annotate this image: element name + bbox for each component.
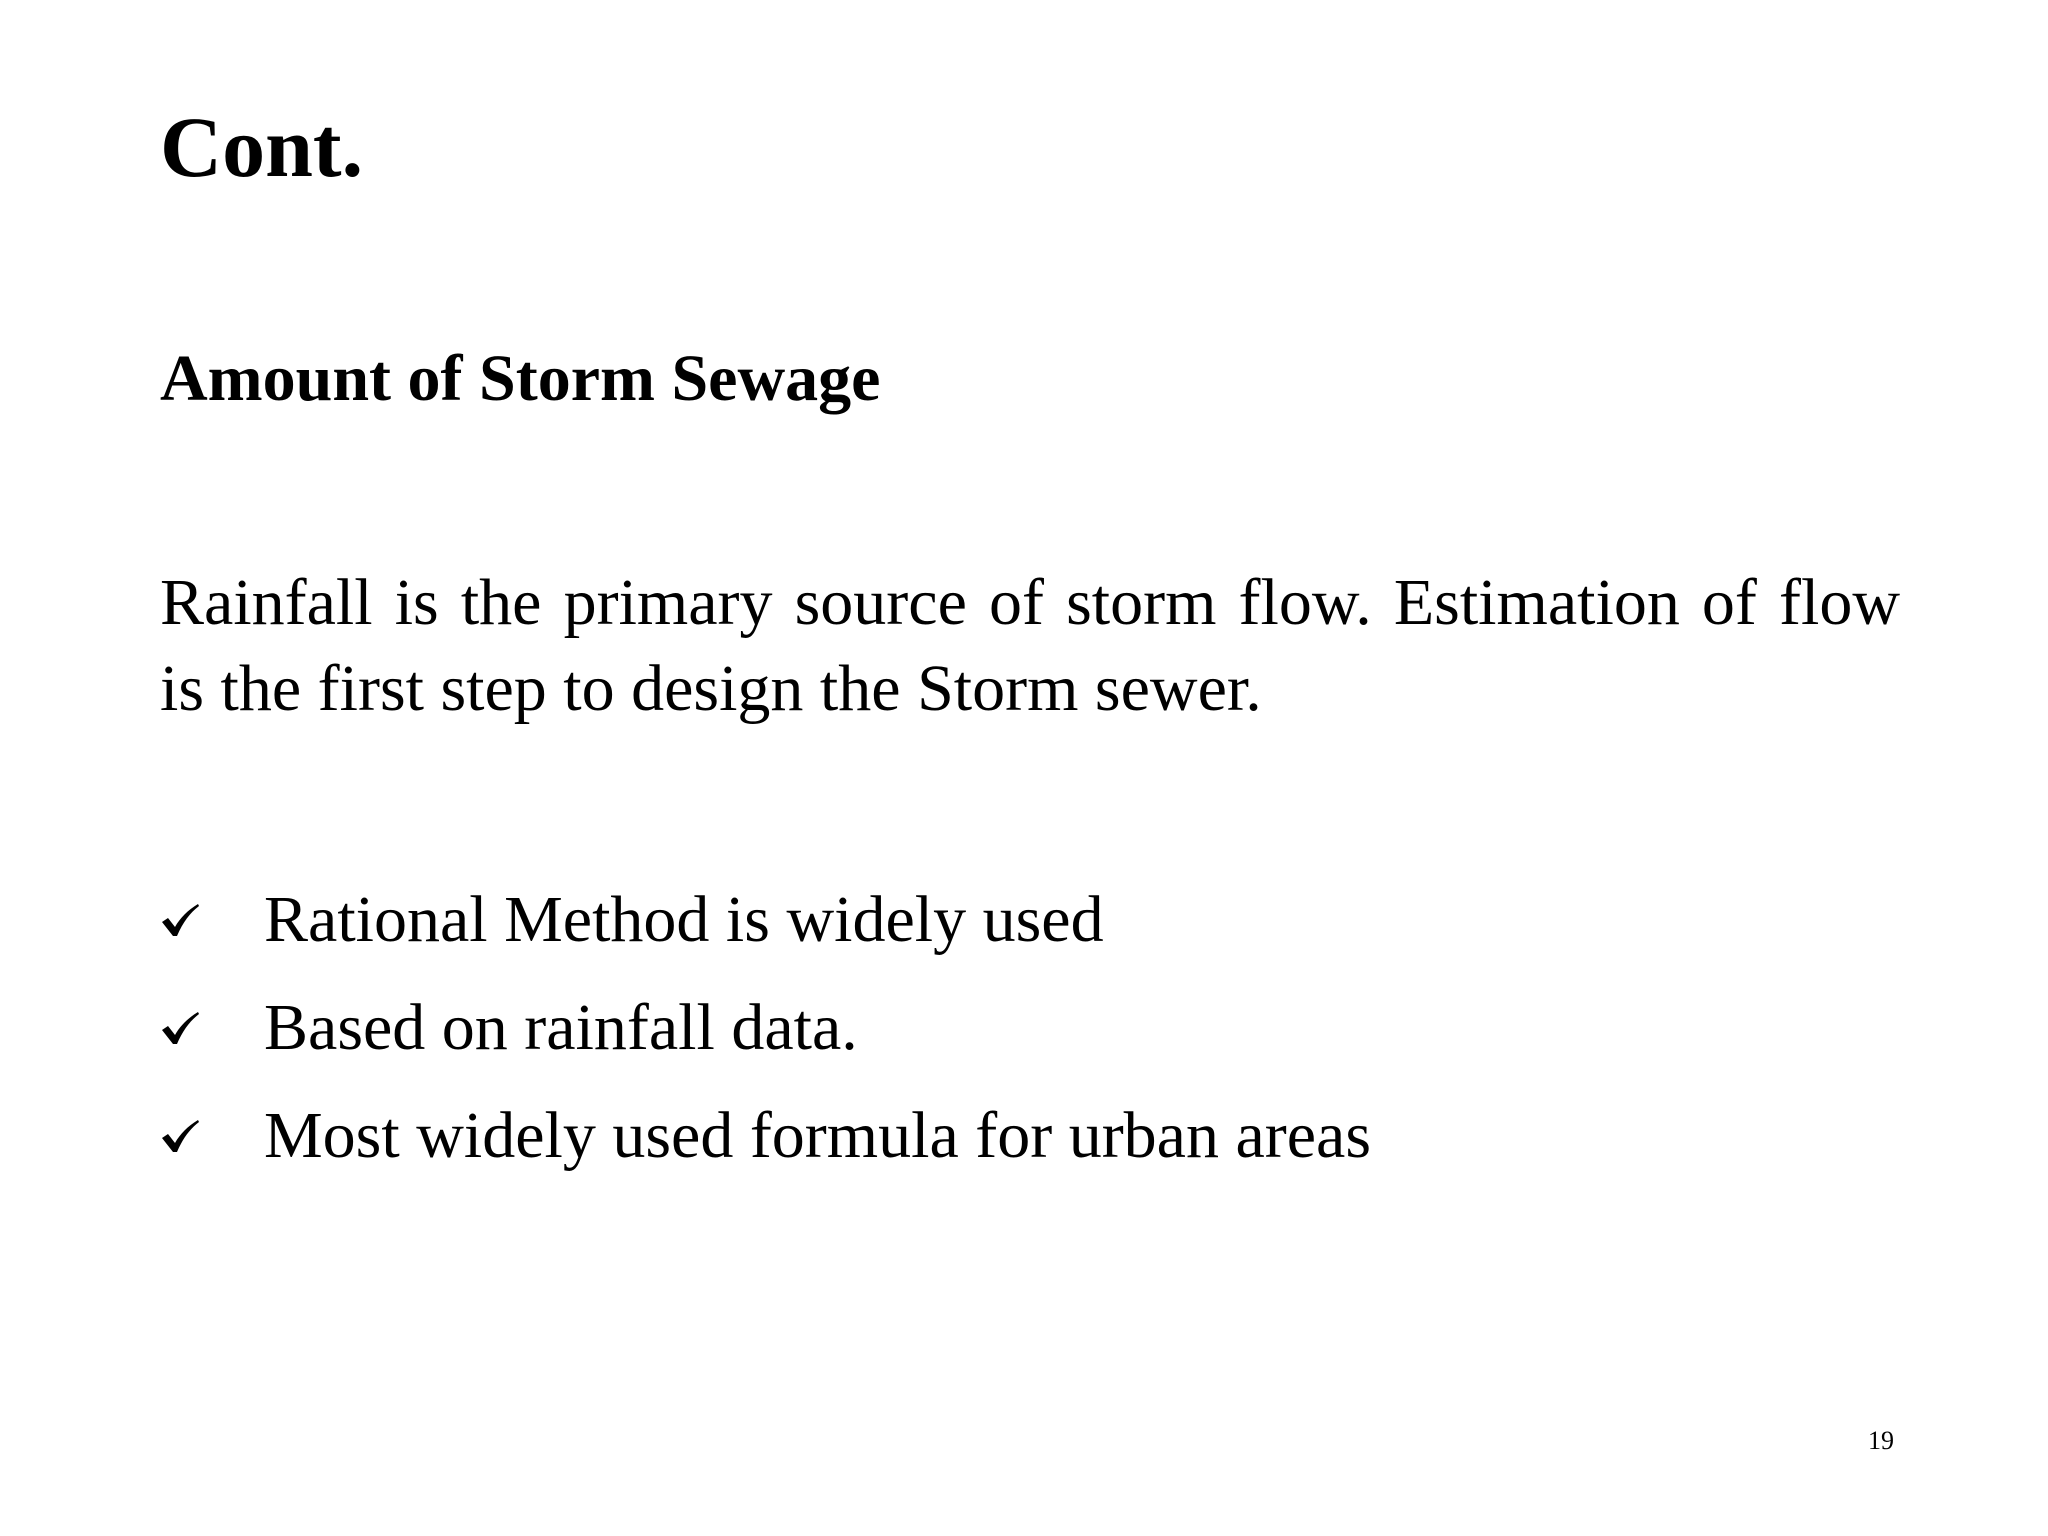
page-number: 19 — [1868, 1426, 1894, 1455]
slide-title: Cont. — [160, 99, 364, 195]
body-paragraph: Rainfall is the primary source of storm flow. Estimation of flow is the first step to design the Storm sewer. — [160, 566, 1900, 725]
bullet-item — [160, 866, 1371, 974]
check-icon — [160, 1011, 264, 1045]
bullet-text: Based on rainfall data. — [264, 991, 858, 1064]
bullet-text: Rational Method is widely used — [264, 883, 1104, 956]
bullet-text: Most widely used formula for urban areas — [264, 1099, 1372, 1172]
check-icon — [160, 1119, 264, 1153]
check-icon — [160, 903, 264, 937]
section-heading: Amount of Storm Sewage — [160, 342, 881, 415]
bullet-item — [160, 974, 1371, 1082]
bullet-list — [160, 866, 1371, 1190]
bullet-item — [160, 1082, 1371, 1190]
